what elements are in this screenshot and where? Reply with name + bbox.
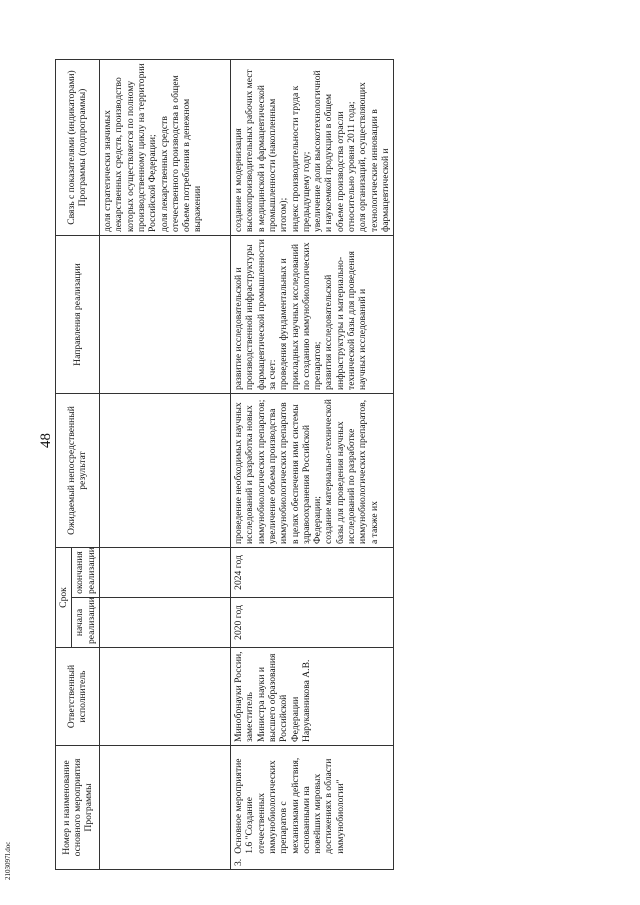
row-start: 2020 год	[232, 605, 244, 640]
header-expected-result: Ожидаемый непосредственный результат	[56, 394, 100, 548]
document-id: 2103097l.doc	[4, 841, 12, 880]
row-indicators: создание и модернизация высокопроизводительных рабочих мест в медицинской и фармацевтической промышленности (накопленным итогом); индекс производительности труда к предыдущему году; увеличение доли высокотехнологичной и наукоемкой продукции в общем объеме производства отрасли относительно уровня 2011 года; доля организаций, осуществляющих технологические инновации в фармацевтической и	[232, 69, 391, 232]
continuation-indicators: доля стратегически значимых лекарственных средств, производство которых осуществляется по полному производственному циклу на территории Российской Федерации; доля лекарственных средств отечественного производства в общем объеме потребления в денежном выражении	[101, 63, 204, 232]
table-row	[230, 60, 393, 870]
row-executor: Минобрнауки России, заместитель Министра науки и высшего образования Российской Федерации Нарукавникова А.В.	[232, 651, 312, 742]
header-direction: Направления реализации	[56, 236, 100, 394]
continuation-row	[99, 60, 230, 870]
header-program-item: Номер и наименование основного мероприятия Программы	[56, 746, 100, 870]
row-result: проведение необходимых научных исследований и разработка новых иммунобиологических препаратов; увеличение объема производства иммунобиологических препаратов в целях обеспечения ими системы здравоохранения Российской Федерации; создание материально-технической базы для проведения научных исследований по разработке иммунобиологических препаратов, а также их	[232, 399, 380, 544]
program-table	[55, 59, 394, 870]
header-term-start: начала реализации	[72, 598, 100, 648]
header-term: Срок	[56, 548, 72, 648]
header-executor: Ответственный исполнитель	[56, 648, 100, 746]
header-indicators: Связь с показателями (индикаторами) Программы (подпрограммы)	[56, 60, 100, 236]
row-end: 2024 год	[232, 555, 244, 590]
page-number: 48	[38, 433, 54, 448]
header-term-end: окончания реализации	[72, 548, 100, 598]
row-direction: развитие исследовательской и производственной инфраструктуры фармацевтической промышленности за счет: проведения фундаментальных и прикладных научных исследований по созданию иммунобиологических препаратов; развития исследовательской инфраструктуры и материально-технической базы для проведения научных исследований и	[232, 239, 369, 390]
row-title: Основное мероприятие 1.6 "Создание отечественных иммунобиологических препаратов с механизмами действия, основанными на новейших мировых достижениях в области иммунобиологии"	[232, 757, 346, 854]
row-number: 3.	[232, 858, 244, 866]
rotated-table-page	[55, 60, 635, 870]
